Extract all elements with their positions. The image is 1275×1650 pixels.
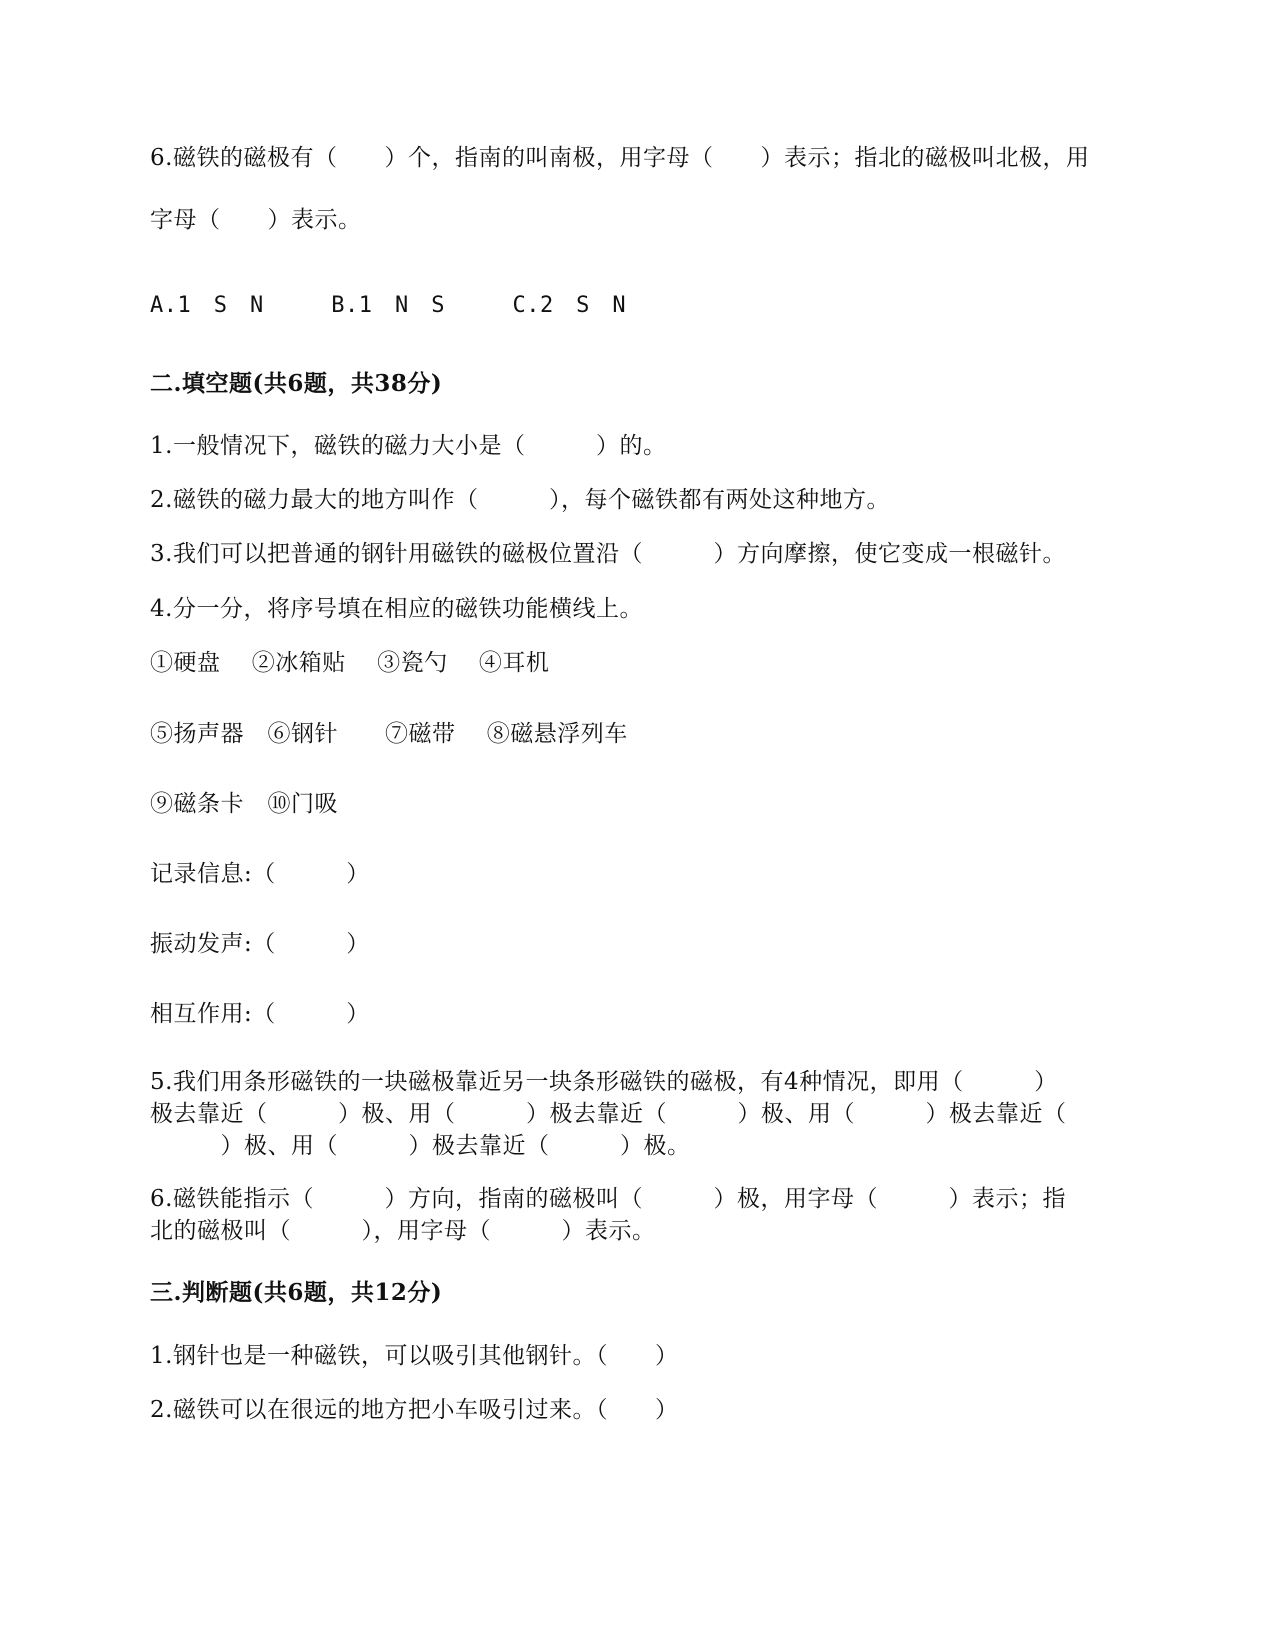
choice-question-6-line-1: 6.磁铁的磁极有（ ）个，指南的叫南极，用字母（ ）表示；指北的磁极叫北极，用 bbox=[150, 145, 1090, 171]
fill-question-2: 2.磁铁的磁力最大的地方叫作（ ），每个磁铁都有两处这种地方。 bbox=[150, 487, 890, 513]
section-2-heading: 二.填空题(共6题，共38分) bbox=[150, 370, 443, 397]
section-3-heading: 三.判断题(共6题，共12分) bbox=[150, 1279, 443, 1306]
fill-question-5-line-1: 5.我们用条形磁铁的一块磁极靠近另一块条形磁铁的磁极，有4种情况，即用（ ） bbox=[150, 1069, 1058, 1095]
fill-question-6-line-2: 北的磁极叫（ ），用字母（ ）表示。 bbox=[150, 1218, 656, 1244]
fill-question-6-line-1: 6.磁铁能指示（ ）方向，指南的磁极叫（ ）极，用字母（ ）表示；指 bbox=[150, 1186, 1066, 1212]
fill-question-1: 1.一般情况下，磁铁的磁力大小是（ ）的。 bbox=[150, 433, 667, 459]
choice-question-6-line-2: 字母（ ）表示。 bbox=[150, 207, 362, 233]
fill-question-4-items-row-3: ⑨磁条卡 ⑩门吸 bbox=[150, 791, 338, 817]
judge-question-2: 2.磁铁可以在很远的地方把小车吸引过来。（ ） bbox=[150, 1397, 679, 1423]
fill-question-4-prompt: 4.分一分，将序号填在相应的磁铁功能横线上。 bbox=[150, 596, 643, 622]
fill-question-5-line-3: ）极、用（ ）极去靠近（ ）极。 bbox=[150, 1133, 691, 1159]
choice-question-6-options: A.1 S N B.1 N S C.2 S N bbox=[150, 293, 627, 318]
judge-question-1: 1.钢针也是一种磁铁，可以吸引其他钢针。（ ） bbox=[150, 1343, 679, 1369]
fill-question-4-items-row-2: ⑤扬声器 ⑥钢针 ⑦磁带 ⑧磁悬浮列车 bbox=[150, 721, 628, 747]
fill-question-4-blank-sound: 振动发声:（ ） bbox=[150, 931, 370, 957]
fill-question-4-blank-interaction: 相互作用:（ ） bbox=[150, 1001, 370, 1027]
fill-question-4-items-row-1: ①硬盘 ②冰箱贴 ③瓷勺 ④耳机 bbox=[150, 650, 550, 676]
fill-question-4-blank-record: 记录信息:（ ） bbox=[150, 861, 370, 887]
fill-question-3: 3.我们可以把普通的钢针用磁铁的磁极位置沿（ ）方向摩擦，使它变成一根磁针。 bbox=[150, 541, 1066, 567]
fill-question-5-line-2: 极去靠近（ ）极、用（ ）极去靠近（ ）极、用（ ）极去靠近（ bbox=[150, 1101, 1067, 1127]
